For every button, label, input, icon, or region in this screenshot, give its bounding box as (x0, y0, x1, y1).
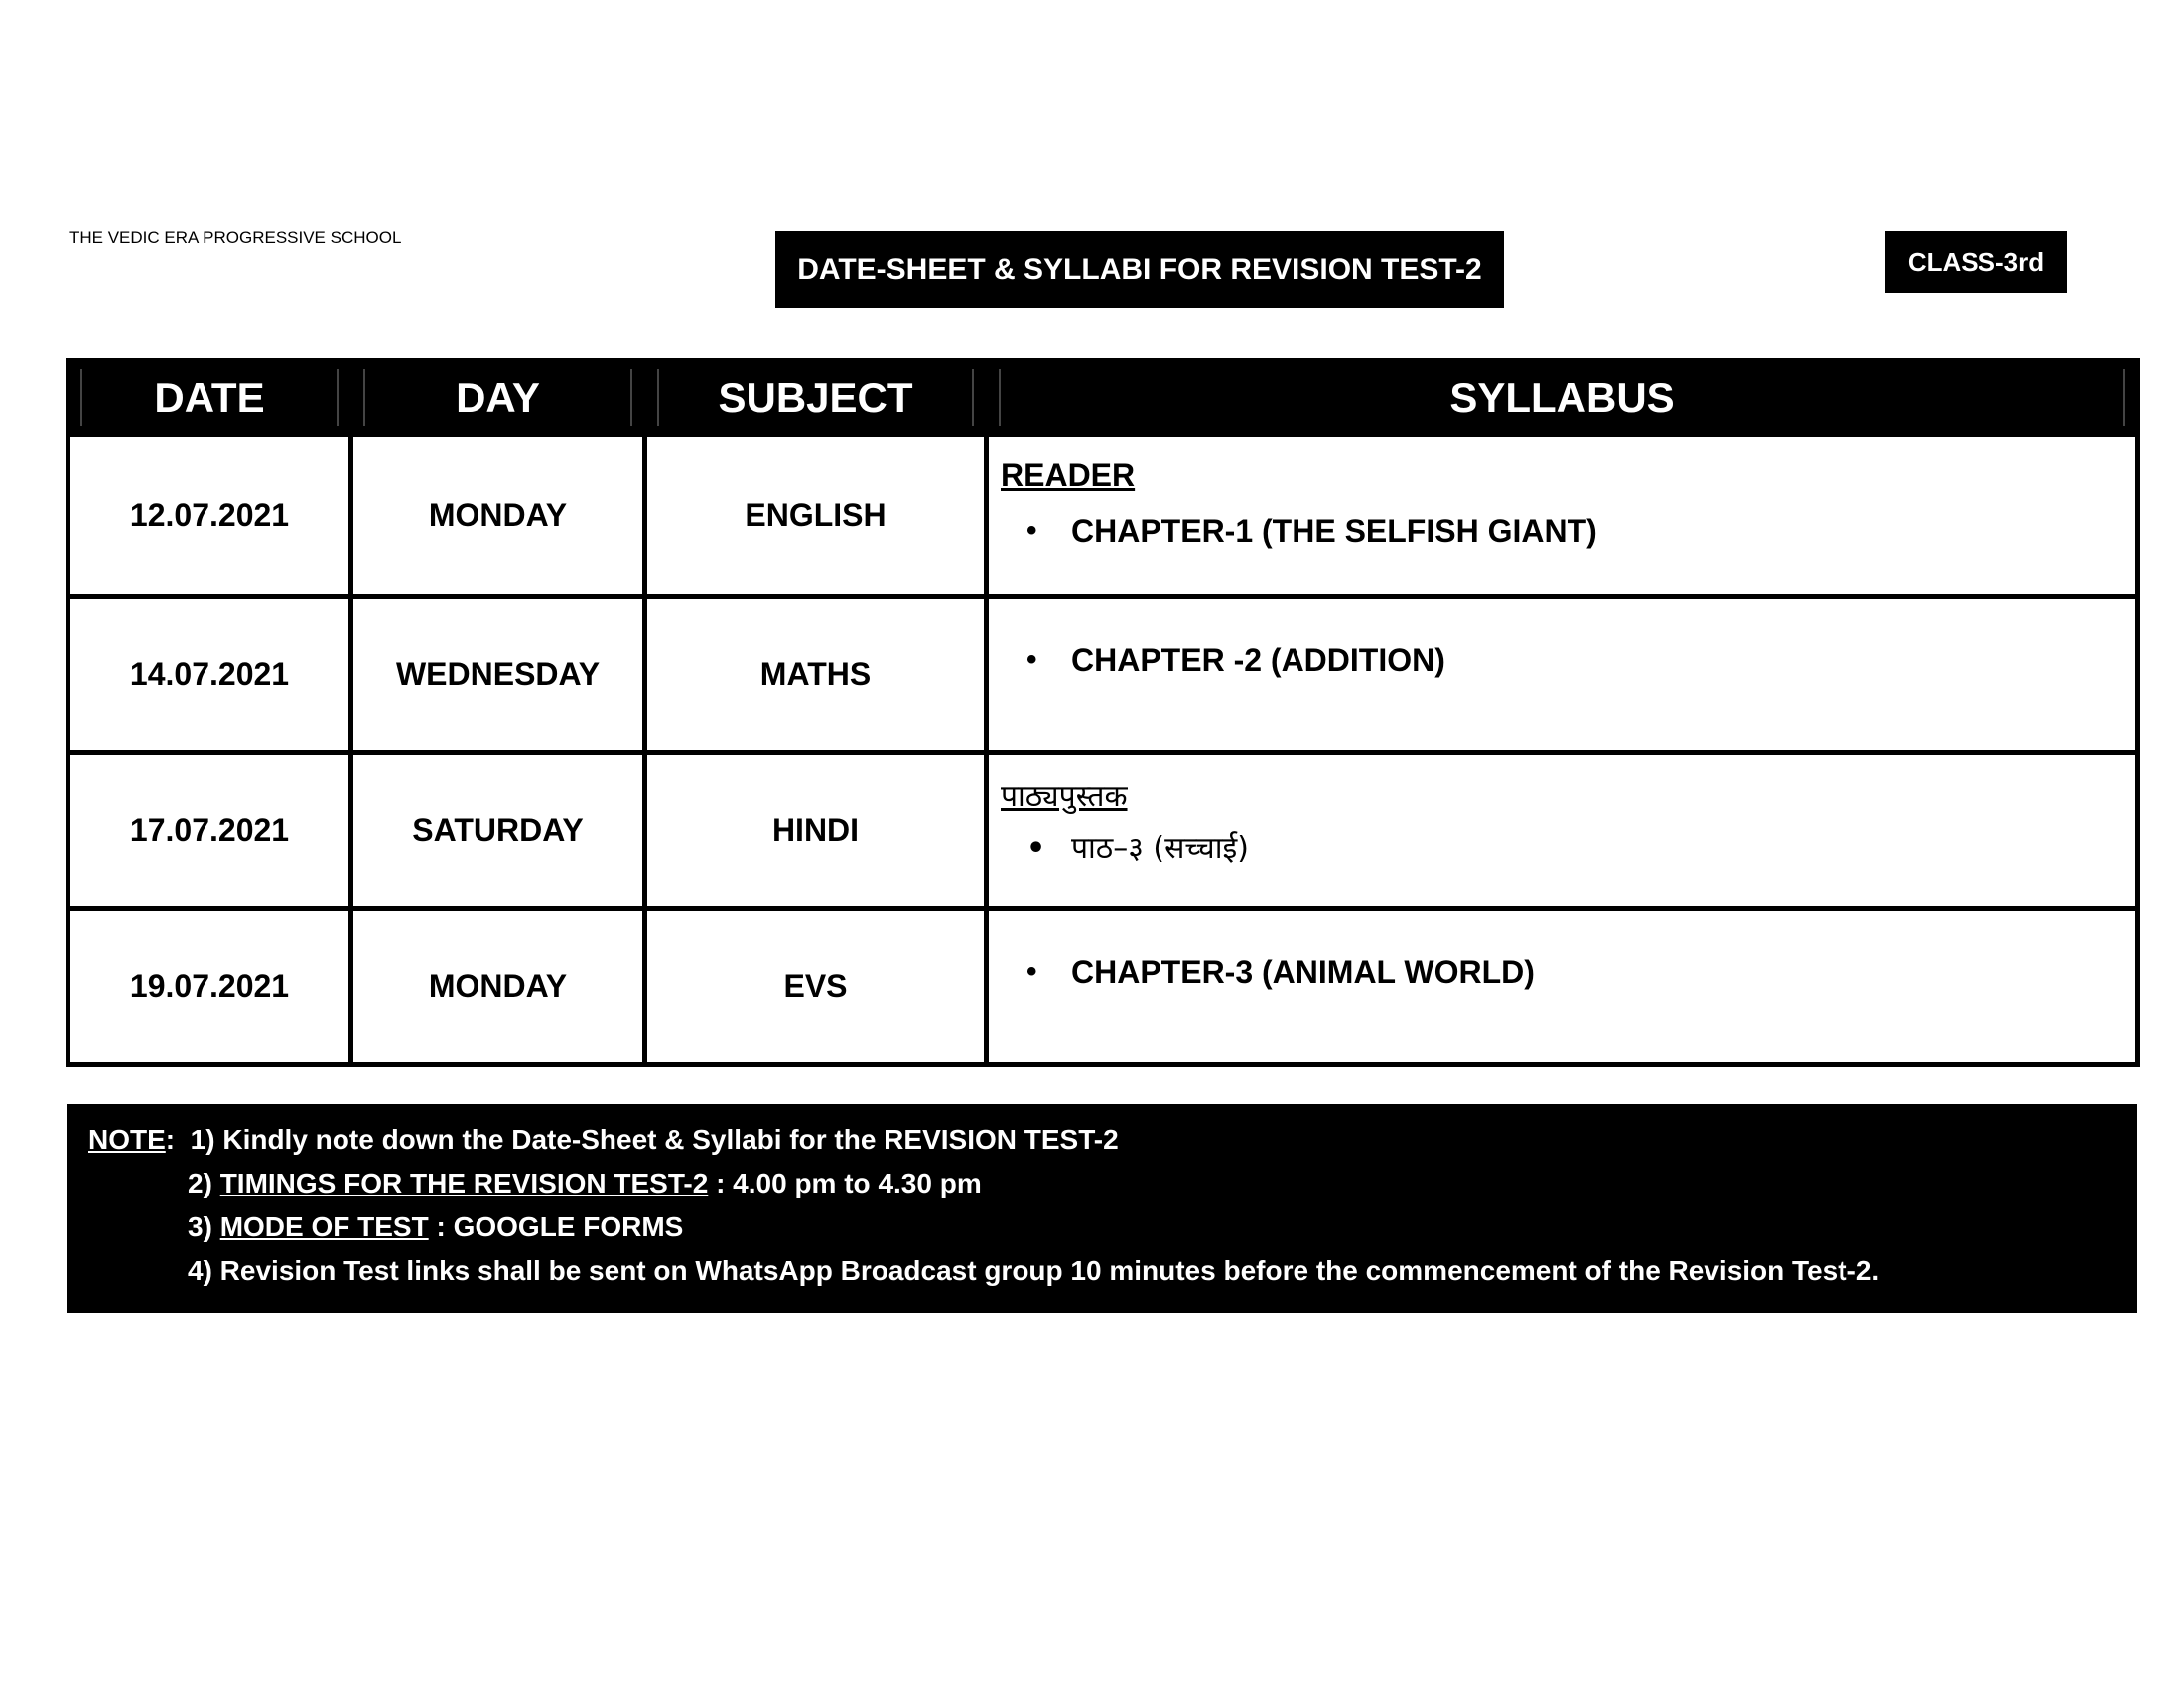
column-header-subject: SUBJECT (645, 361, 987, 435)
syllabus-cell (987, 909, 2138, 1065)
column-header-date: DATE (68, 361, 351, 435)
syllabus-item: • CHAPTER-1 (THE SELFISH GIANT) (1026, 513, 1597, 549)
note-line-4: 4) Revision Test links shall be sent on WhatsApp Broadcast group 10 minutes before the commencement of the Revision Test-2. (188, 1255, 1880, 1286)
day-cell: SATURDAY (351, 753, 645, 909)
document-title: DATE-SHEET & SYLLABI FOR REVISION TEST-2 (775, 231, 1504, 308)
table-header-row (68, 361, 2138, 435)
syllabus-list (1001, 511, 2123, 551)
syllabus-item: • पाठ–३ (सच्चाई) (1026, 829, 2123, 869)
bullet-icon: • (1026, 831, 1046, 866)
subject-cell: EVS (645, 909, 987, 1065)
syllabus-list (1001, 640, 2123, 680)
date-sheet-table (66, 358, 2140, 1067)
class-label: CLASS-3rd (1885, 231, 2067, 293)
note-text: 1) Kindly note down the Date-Sheet & Syllabi for the REVISION TEST-2 (190, 1124, 1119, 1155)
day-cell: WEDNESDAY (351, 597, 645, 753)
syllabus-item: • CHAPTER -2 (ADDITION) (1026, 642, 1445, 678)
table-row (68, 909, 2138, 1065)
table-row (68, 435, 2138, 597)
bullet-icon: • (1026, 955, 1037, 988)
table-row (68, 597, 2138, 753)
note-emphasis: TIMINGS FOR THE REVISION TEST-2 (219, 1168, 709, 1198)
subject-cell: MATHS (645, 597, 987, 753)
syllabus-cell (987, 753, 2138, 909)
table-row (68, 753, 2138, 909)
syllabus-list (1001, 952, 2123, 992)
date-cell: 14.07.2021 (68, 597, 351, 753)
note-line-1: NOTE: 1) Kindly note down the Date-Sheet & Syllabi for the REVISION TEST-2 (88, 1124, 1119, 1155)
syllabus-item: • CHAPTER-3 (ANIMAL WORLD) (1026, 954, 1535, 990)
syllabus-cell (987, 435, 2138, 597)
bullet-icon: • (1026, 643, 1037, 676)
syllabus-heading: पाठ्यपुस्तक (1001, 779, 1128, 814)
note-label: NOTE (88, 1124, 166, 1155)
syllabus-cell (987, 597, 2138, 753)
bullet-icon: • (1026, 514, 1037, 547)
day-cell: MONDAY (351, 909, 645, 1065)
note-line-3: 3) MODE OF TEST : GOOGLE FORMS (188, 1211, 684, 1242)
day-cell: MONDAY (351, 435, 645, 597)
date-cell: 19.07.2021 (68, 909, 351, 1065)
note-emphasis: MODE OF TEST (219, 1211, 429, 1242)
subject-cell: HINDI (645, 753, 987, 909)
note-box (67, 1104, 2137, 1313)
syllabus-heading: READER (1001, 457, 1136, 492)
subject-cell: ENGLISH (645, 435, 987, 597)
note-line-2: 2) TIMINGS FOR THE REVISION TEST-2 : 4.00 pm to 4.30 pm (188, 1168, 982, 1198)
school-name: THE VEDIC ERA PROGRESSIVE SCHOOL (69, 228, 402, 247)
syllabus-list (1001, 829, 2123, 869)
column-header-day: DAY (351, 361, 645, 435)
date-cell: 17.07.2021 (68, 753, 351, 909)
date-cell: 12.07.2021 (68, 435, 351, 597)
column-header-syllabus: SYLLABUS (987, 361, 2138, 435)
